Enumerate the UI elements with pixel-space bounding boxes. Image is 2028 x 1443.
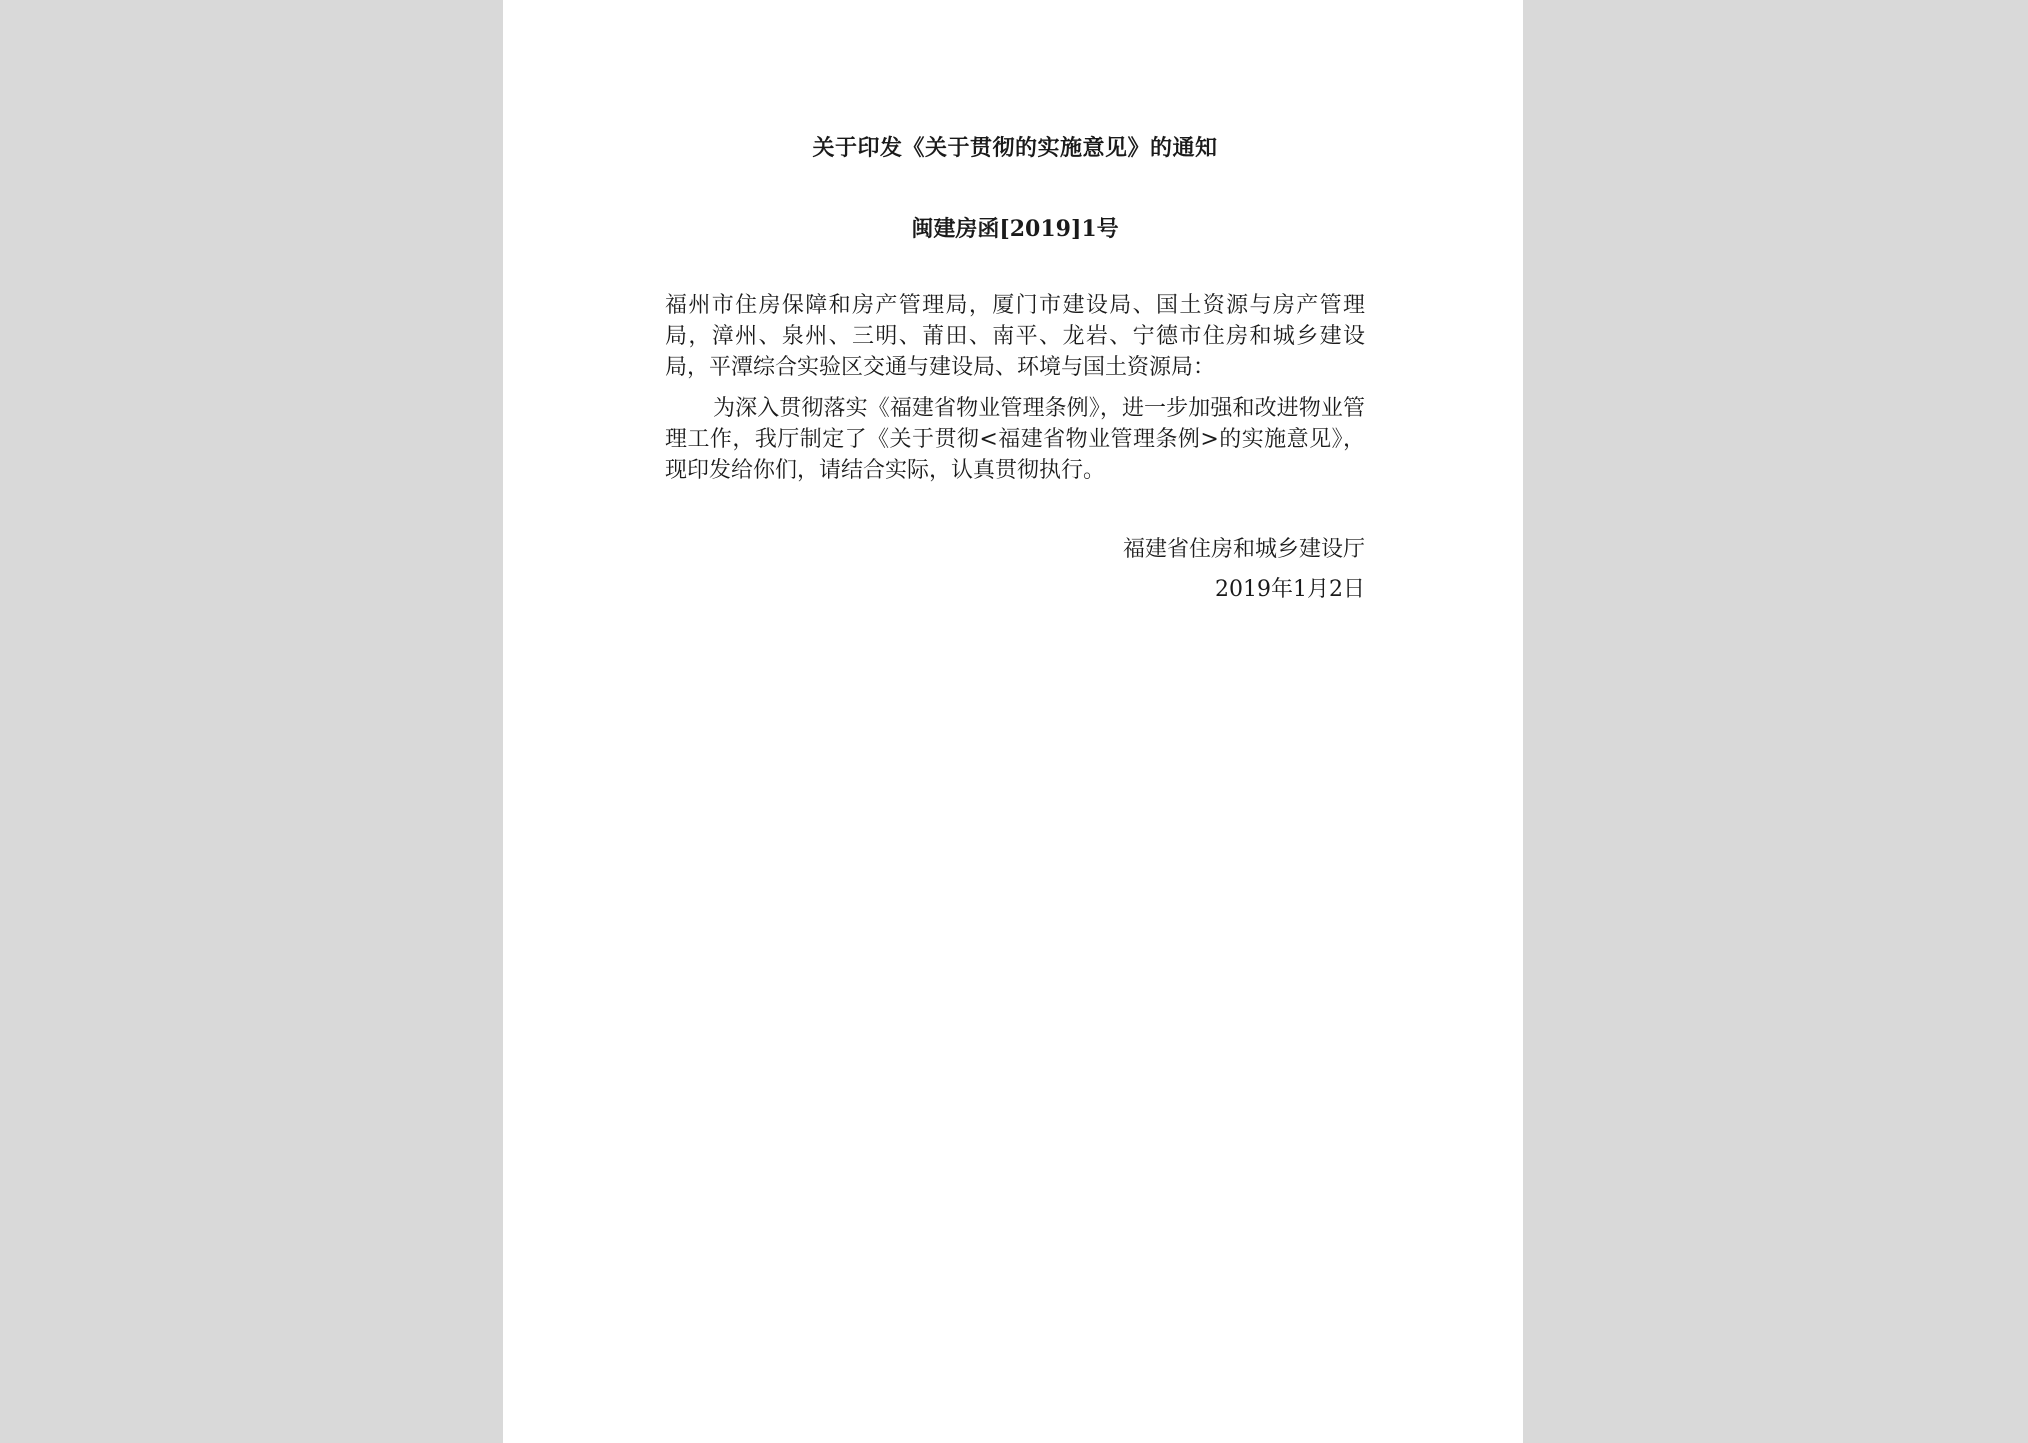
body-paragraph: 为深入贯彻落实《福建省物业管理条例》，进一步加强和改进物业管理工作，我厅制定了《关于贯彻<福建省物业管理条例>的实施意见》，现印发给你们，请结合实际，认真贯彻执行。 <box>665 396 1365 483</box>
document-number: 闽建房函[2019]1号 <box>911 216 1119 242</box>
document-title: 关于印发《关于贯彻的实施意见》的通知 <box>812 135 1218 161</box>
issue-date: 2019年1月2日 <box>1215 577 1365 602</box>
addressee-paragraph: 福州市住房保障和房产管理局，厦门市建设局、国土资源与房产管理局，漳州、泉州、三明、莆田、南平、龙岩、宁德市住房和城乡建设局，平潭综合实验区交通与建设局、环境与国土资源局： <box>665 293 1365 380</box>
issuer-signature: 福建省住房和城乡建设厅 <box>1122 537 1365 562</box>
document-page <box>503 0 1523 1443</box>
